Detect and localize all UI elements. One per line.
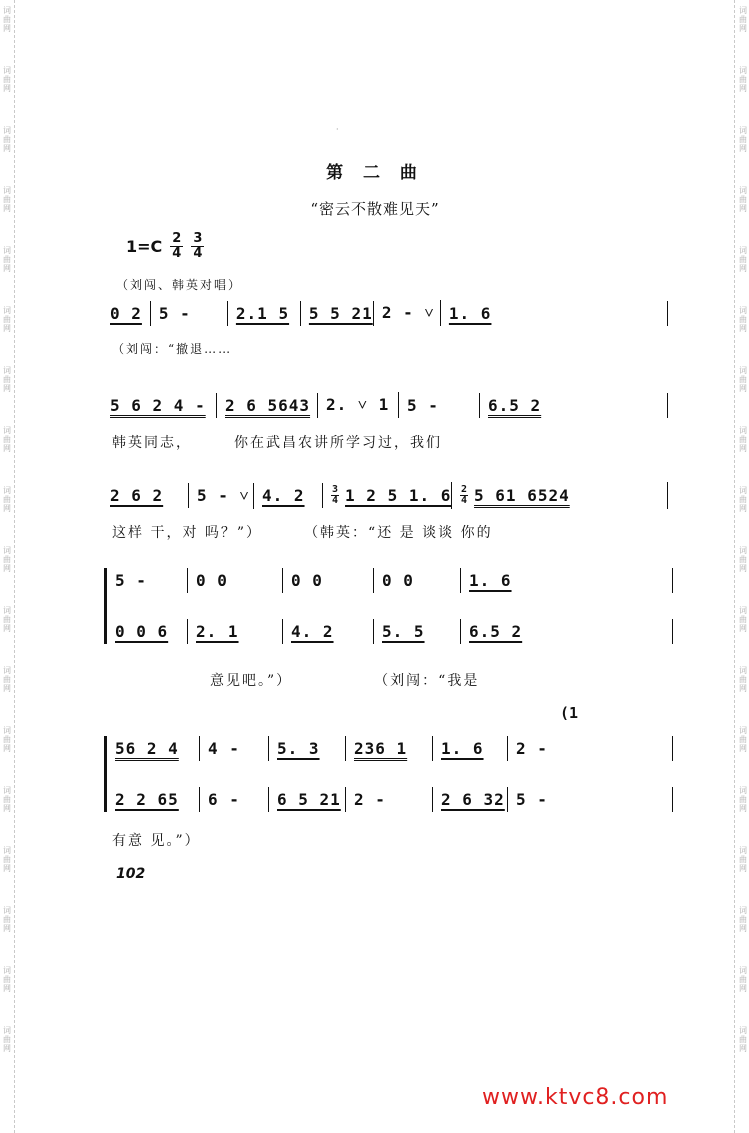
upper-voice (113, 568, 673, 593)
margin-watermark-mark: 词 曲 网 (739, 366, 747, 393)
margin-watermark-mark: 词 曲 网 (739, 846, 747, 873)
margin-watermark-mark: 词 曲 网 (739, 426, 747, 453)
key-label: 1=C (126, 237, 163, 256)
margin-watermark-mark: 词 曲 网 (3, 426, 11, 453)
measure: 6 - (200, 787, 269, 812)
margin-watermark-mark: 词 曲 网 (739, 966, 747, 993)
lyric-line-2: 韩英同志， 你在武昌农讲所学习过，我们 (112, 435, 442, 451)
score-page (30, 0, 720, 1133)
lyric-line-4: 意见吧。”） （刘闯：“我是 (210, 673, 480, 689)
margin-watermark-mark: 词 曲 网 (3, 1026, 11, 1053)
margin-watermark-mark: 词 曲 网 (3, 66, 11, 93)
measure: 2 - (508, 736, 673, 761)
piece-title: 第 二 曲 (326, 163, 424, 183)
margin-watermark-mark: 词 曲 网 (739, 666, 747, 693)
measure: 6 5 21 (269, 787, 346, 812)
measure: 4 - (200, 736, 269, 761)
lyric-line-3: 这样 干，对 吗？”） （韩英：“还 是 谈谈 你的 (112, 525, 493, 541)
time-signature-3-4: $\frac{3}{4}$ (332, 484, 339, 506)
margin-watermark-mark: 词 曲 网 (3, 966, 11, 993)
measure: 0 0 (283, 568, 374, 593)
margin-watermark-mark: 词 曲 网 (3, 606, 11, 633)
lower-voice (113, 787, 673, 812)
lyric-line-5: 有意 见。”） (112, 833, 201, 849)
margin-watermark-mark: 词 曲 网 (3, 786, 11, 813)
key-signature (126, 232, 204, 261)
margin-watermark-mark: 词 曲 网 (739, 6, 747, 33)
time-signature-2-4: $\frac{2}{4}$ (172, 231, 182, 261)
margin-watermark-mark: 词 曲 网 (739, 606, 747, 633)
time-signature-3-4: $\frac{3}{4}$ (193, 231, 203, 261)
right-margin-strip (734, 0, 749, 1133)
measure: 0 0 6 (113, 619, 188, 644)
performers-note: （刘闯、韩英对唱） (116, 278, 243, 292)
margin-watermark-mark: 词 曲 网 (739, 1026, 747, 1053)
measure: 2 6 2 (108, 483, 189, 508)
measure: 5. 5 (374, 619, 461, 644)
left-margin-strip (0, 0, 15, 1133)
margin-watermark-mark: 词 曲 网 (3, 906, 11, 933)
measure: 56 2 4 (113, 736, 200, 761)
measure: $\frac{2}{4}$ 5 61 6524 (452, 482, 668, 509)
measure: 2 6 5643 (217, 393, 318, 418)
measure: 2. ˅ 1 (318, 392, 399, 418)
margin-watermark-mark: 词 曲 网 (739, 186, 747, 213)
measure: 4. 2 (283, 619, 374, 644)
margin-watermark-mark: 词 曲 网 (739, 66, 747, 93)
margin-watermark-mark: 词 曲 网 (739, 906, 747, 933)
margin-watermark-mark: 词 曲 网 (3, 126, 11, 153)
margin-watermark-mark: 词 曲 网 (3, 366, 11, 393)
lyric-line-1: （刘闯：“撤退…… (112, 342, 233, 356)
measure: 236 1 (346, 736, 433, 761)
margin-watermark-mark: 词 曲 网 (739, 126, 747, 153)
margin-watermark-mark: 词 曲 网 (3, 486, 11, 513)
measure: 1. 6 (441, 301, 668, 326)
staff-system-4 (104, 568, 673, 644)
measure: 5 - ˅ (189, 483, 254, 509)
margin-watermark-mark: 词 曲 网 (3, 306, 11, 333)
measure: 5. 3 (269, 736, 346, 761)
measure: 2 6 32 (433, 787, 508, 812)
piece-subtitle: “密云不散难见天” (310, 200, 440, 218)
measure: 0 0 (188, 568, 283, 593)
margin-watermark-mark: 词 曲 网 (3, 186, 11, 213)
measure: 0 0 (374, 568, 461, 593)
upper-voice-entry: (1 (560, 704, 579, 722)
upper-voice (113, 736, 673, 761)
measure: 0 2 (108, 301, 151, 326)
measure: 5 - (151, 301, 228, 326)
measure: 5 6 2 4 - (108, 393, 217, 418)
margin-watermark-mark: 词 曲 网 (739, 786, 747, 813)
margin-watermark-mark: 词 曲 网 (3, 6, 11, 33)
measure: 2.1 5 (228, 301, 301, 326)
staff-line-1 (108, 300, 668, 326)
measure: 2 - (346, 787, 433, 812)
measure: 5 5 21 (301, 301, 374, 326)
measure: 5 - (399, 393, 480, 418)
margin-watermark-mark: 词 曲 网 (739, 486, 747, 513)
measure: 2 2 65 (113, 787, 200, 812)
measure: 1. 6 (433, 736, 508, 761)
margin-watermark-mark: 词 曲 网 (3, 726, 11, 753)
margin-watermark-mark: 词 曲 网 (739, 306, 747, 333)
measure: 2 - ˅ (374, 300, 441, 326)
margin-watermark-mark: 词 曲 网 (739, 546, 747, 573)
print-dot: · (336, 125, 339, 134)
measure: 6.5 2 (461, 619, 673, 644)
margin-watermark-mark: 词 曲 网 (3, 846, 11, 873)
measure: $\frac{3}{4}$ 1 2 5 1. 6 (323, 482, 452, 509)
time-signature-2-4: $\frac{2}{4}$ (461, 484, 468, 506)
margin-watermark-mark: 词 曲 网 (3, 546, 11, 573)
measure: 6.5 2 (480, 393, 668, 418)
measure: 2. 1 (188, 619, 283, 644)
page-number: 102 (116, 866, 146, 882)
site-watermark: www.ktvc8.com (482, 1085, 669, 1110)
margin-watermark-mark: 词 曲 网 (3, 666, 11, 693)
margin-watermark-mark: 词 曲 网 (3, 246, 11, 273)
staff-line-3 (108, 482, 668, 509)
measure: 4. 2 (254, 483, 323, 508)
measure: 5 - (508, 787, 673, 812)
measure: 1. 6 (461, 568, 673, 593)
margin-watermark-mark: 词 曲 网 (739, 246, 747, 273)
measure: 5 - (113, 568, 188, 593)
staff-system-5 (104, 736, 673, 812)
lower-voice (113, 619, 673, 644)
margin-watermark-mark: 词 曲 网 (739, 726, 747, 753)
staff-line-2 (108, 392, 668, 418)
